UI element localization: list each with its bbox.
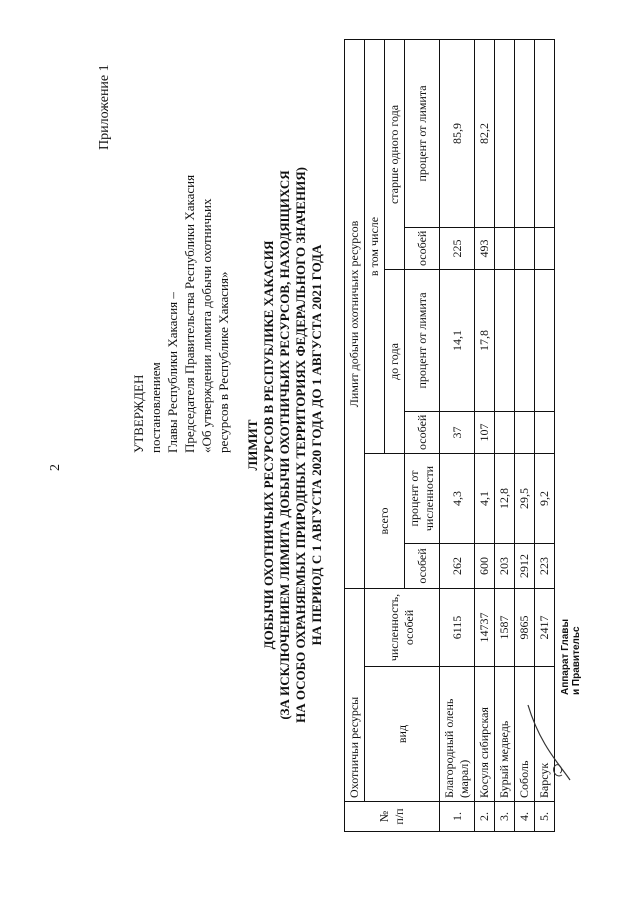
- header-under-year: до года: [385, 270, 405, 454]
- approval-block: [130, 73, 232, 453]
- row-over-percent: 82,2: [475, 39, 495, 227]
- row-population: 2417: [535, 589, 555, 667]
- row-population: 6115: [440, 589, 475, 667]
- row-over-percent: [495, 39, 515, 227]
- header-limit: Лимит добычи охотничьих ресурсов: [345, 39, 365, 588]
- header-total-individuals: особей: [405, 544, 440, 589]
- approval-line: постановлением: [148, 362, 163, 453]
- row-total: 262: [440, 544, 475, 589]
- row-population: 14737: [475, 589, 495, 667]
- approval-line: ресурсов в Республике Хакасия»: [216, 271, 231, 453]
- row-under-individuals: 37: [440, 412, 475, 454]
- header-including: в том числе: [365, 39, 385, 453]
- table-row: [475, 39, 495, 831]
- row-over-individuals: [515, 228, 535, 270]
- stamp-line: Аппарат Главы: [560, 619, 571, 695]
- row-total-percent: 4,1: [475, 454, 495, 544]
- table-row: [495, 39, 515, 831]
- header-under-individuals: особей: [405, 412, 440, 454]
- header-resources: Охотничьи ресурсы: [345, 589, 365, 802]
- row-num: 3.: [495, 802, 515, 832]
- row-under-percent: 17,8: [475, 270, 495, 412]
- row-over-individuals: [495, 228, 515, 270]
- stamp-line: и Правительс: [571, 626, 582, 695]
- header-under-percent: процент от лимита: [405, 270, 440, 412]
- title-line: ЛИМИТ: [245, 419, 260, 471]
- header-population: численность, особей: [365, 589, 440, 667]
- row-population: 9865: [515, 589, 535, 667]
- header-over-percent: процент от лимита: [405, 39, 440, 227]
- row-num: 5.: [535, 802, 555, 832]
- row-under-percent: [495, 270, 515, 412]
- header-over-year: старше одного года: [385, 39, 405, 269]
- row-total-percent: 29,5: [515, 454, 535, 544]
- approval-line: УТВЕРЖДЕН: [131, 374, 146, 453]
- row-under-percent: 14,1: [440, 270, 475, 412]
- row-over-percent: 85,9: [440, 39, 475, 227]
- row-under-individuals: 107: [475, 412, 495, 454]
- appendix-label: Приложение 1: [97, 64, 112, 150]
- header-total: всего: [365, 454, 405, 589]
- approval-line: Председателя Правительства Республики Хакасия: [182, 174, 197, 453]
- row-total: 2912: [515, 544, 535, 589]
- row-total-percent: 12,8: [495, 454, 515, 544]
- row-population: 1587: [495, 589, 515, 667]
- row-total: 203: [495, 544, 515, 589]
- row-total-percent: 9,2: [535, 454, 555, 544]
- approval-line: Главы Республики Хакасия –: [165, 292, 180, 453]
- document-title: [245, 125, 325, 765]
- row-kind: Благородный олень (марал): [440, 667, 475, 802]
- row-under-percent: [515, 270, 535, 412]
- title-line: НА ОСОБО ОХРАНЯЕМЫХ ПРИРОДНЫХ ТЕРРИТОРИЯХ ФЕДЕРАЛЬНОГО ЗНАЧЕНИЯ): [293, 167, 308, 723]
- approval-line: «Об утверждении лимита добычи охотничьих: [199, 198, 214, 453]
- title-line: НА ПЕРИОД С 1 АВГУСТА 2020 ГОДА ДО 1 АВГУСТА 2021 ГОДА: [309, 244, 324, 646]
- row-kind: Барсук: [535, 667, 555, 802]
- row-num: 4.: [515, 802, 535, 832]
- row-over-percent: [515, 39, 535, 227]
- row-over-individuals: 225: [440, 228, 475, 270]
- header-num: № п/п: [345, 802, 440, 832]
- signature-mark: [520, 695, 580, 785]
- row-over-individuals: [535, 228, 555, 270]
- title-line: ДОБЫЧИ ОХОТНИЧЬИХ РЕСУРСОВ В РЕСПУБЛИКЕ ХАКАСИЯ: [261, 240, 276, 650]
- row-total: 223: [535, 544, 555, 589]
- row-under-percent: [535, 270, 555, 412]
- table-row: [440, 39, 475, 831]
- row-under-individuals: [535, 412, 555, 454]
- row-total: 600: [475, 544, 495, 589]
- row-over-percent: [535, 39, 555, 227]
- page-number: 2: [48, 464, 63, 471]
- row-num: 1.: [440, 802, 475, 832]
- row-kind: Бурый медведь: [495, 667, 515, 802]
- title-line: (ЗА ИСКЛЮЧЕНИЕМ ЛИМИТА ДОБЫЧИ ОХОТНИЧЬИХ РЕСУРСОВ, НАХОДЯЩИХСЯ: [277, 170, 292, 720]
- header-kind: вид: [365, 667, 440, 802]
- header-total-percent: процент от численности: [405, 454, 440, 544]
- row-kind: Соболь: [515, 667, 535, 802]
- row-num: 2.: [475, 802, 495, 832]
- header-over-individuals: особей: [405, 228, 440, 270]
- row-total-percent: 4,3: [440, 454, 475, 544]
- row-kind: Косуля сибирская: [475, 667, 495, 802]
- row-under-individuals: [495, 412, 515, 454]
- row-under-individuals: [515, 412, 535, 454]
- stamp: [560, 619, 582, 695]
- row-over-individuals: 493: [475, 228, 495, 270]
